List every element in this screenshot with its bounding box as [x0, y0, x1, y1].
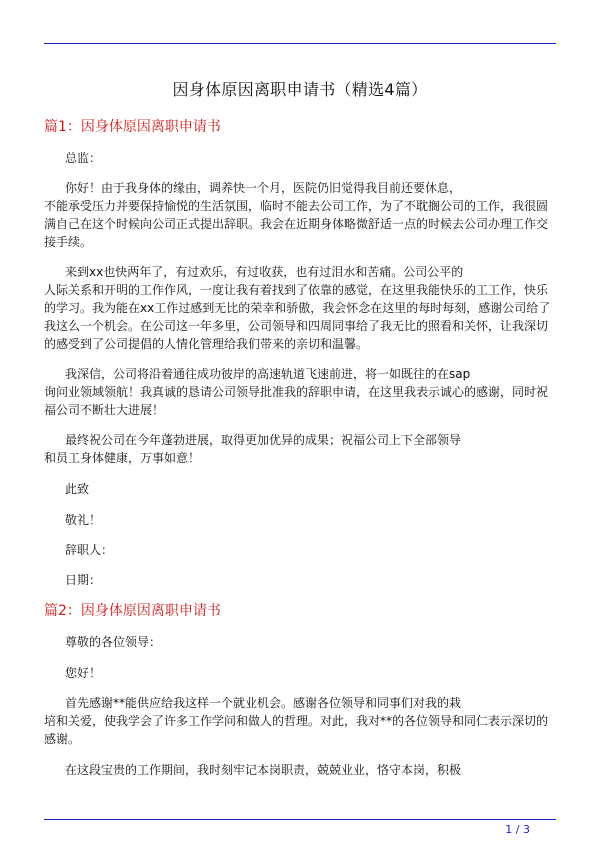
closing-line: 此致 — [65, 482, 90, 496]
date-line: 日期： — [65, 573, 102, 587]
section-2-heading: 篇2：因身体原因离职申请书 — [44, 603, 221, 619]
paragraph-line: 在这段宝贵的工作期间，我时刻牢记本岗职责，兢兢业业，恪守本岗，积极 — [65, 763, 462, 777]
greeting: 您好！ — [65, 666, 102, 680]
paragraph-line: 我深信，公司将沿着通往成功彼岸的高速轨道飞速前进，将一如既往的在sap — [65, 367, 471, 381]
paragraph-line: 的学习。我为能在xx工作过感到无比的荣幸和骄傲，我会怀念在这里的每时每刻，感谢公司给了 — [44, 301, 551, 315]
paragraph-line: 人际关系和开明的工作作风，一度让我有着找到了依靠的感觉，在这里我能快乐的工工作，快乐 — [44, 283, 549, 297]
document-title: 因身体原因离职申请书（精选4篇） — [172, 80, 428, 99]
paragraph-line: 感谢。 — [44, 732, 81, 746]
salutation: 总监： — [65, 151, 102, 165]
header-rule — [44, 43, 556, 44]
paragraph-line: 满自己在这个时候向公司正式提出辞职。我会在近期身体略微舒适一点的时候去公司办理工作交 — [44, 217, 549, 231]
paragraph-line: 询问业领域领航！我真诚的恳请公司领导批准我的辞职申请，在这里我表示诚心的感谢，同时祝 — [44, 385, 549, 399]
paragraph-line: 你好！由于我身体的缘由，调养快一个月，医院仍旧觉得我目前还要休息， — [65, 181, 462, 195]
salutation: 尊敬的各位领导： — [65, 635, 162, 649]
paragraph-line: 不能承受压力并要保持愉悦的生活氛围，临时不能去公司工作，为了不耽搁公司的工作，我很圆 — [44, 199, 549, 213]
paragraph-line: 和员工身体健康，万事如意！ — [44, 451, 201, 465]
section-1-heading: 篇1：因身体原因离职申请书 — [44, 119, 221, 135]
paragraph-line: 我这么一个机会。在公司这一年多里，公司领导和四周同事给了我无比的照看和关怀，让我深切 — [44, 319, 549, 333]
paragraph-line: 来到xx也快两年了，有过欢乐，有过收获，也有过泪水和苦痛。公司公平的 — [65, 265, 464, 279]
page-number: 1 / 3 — [505, 823, 530, 836]
footer-rule — [44, 819, 556, 820]
paragraph-line: 的感受到了公司提倡的人情化管理给我们带来的亲切和温馨。 — [44, 337, 369, 351]
paragraph-line: 最终祝公司在今年蓬勃进展，取得更加优异的成果；祝福公司上下全部领导 — [65, 433, 462, 447]
paragraph-line: 培和关爱，使我学会了许多工作学问和做人的哲理。对此，我对**的各位领导和同仁表示深切的 — [44, 714, 549, 728]
paragraph-line: 接手续。 — [44, 235, 93, 249]
signature-line: 辞职人： — [65, 543, 114, 557]
paragraph-line: 福公司不断壮大进展！ — [44, 403, 165, 417]
closing-line: 敬礼！ — [65, 513, 102, 527]
paragraph-line: 首先感谢**能供应给我这样一个就业机会。感谢各位领导和同事们对我的栽 — [65, 696, 462, 710]
